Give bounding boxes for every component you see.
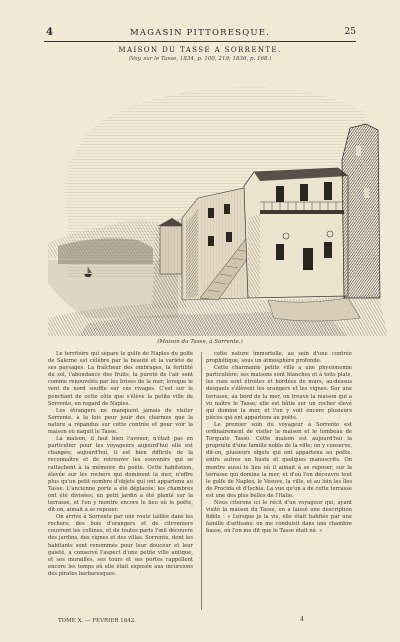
article-title: MAISON DU TASSE A SORRENTE. bbox=[118, 46, 282, 54]
paragraph: Le territoire qui sépare le golfe de Naples du golfe de Salerne est célèbre par la beauté et la variété de ses paysages. La fraîcheur des ombrages, la fertilité du sol, l'abondance des fruits, la pureté de l'air sont comme renouvelés par les brises de la mer, lorsque le vent du nord souffle sur ces rivages. C'est sur le penchant de cette côte que s'élève la petite ville de Sorrente, en regard de Naples. bbox=[48, 351, 193, 407]
paragraph: La maison, il faut bien l'avouer, n'était pas en particulier pour les voyageurs aujourd'hui elle est changée; aujourd'hui, il est bien difficile de la reconnaître et de retrouver les souvenirs qui se rattachent à la mémoire du poëte. Cette habitation, élevée sur les rochers qui dominent la mer, n'offre plus qu'un petit nombre d'objets qui ont appartenu au Tasse. L'ancienne porte a été déplacée; les chambres ont été divisées; un petit jardin a été planté sur la terrasse, et l'on y montre encore le lieu où le poëte, dit-on, aimait à se reposer. bbox=[48, 436, 193, 514]
paragraph: Nous citerons ici le récit d'un voyageur qui, ayant visité la maison du Tasse, en a laissé une description fidèle : « Lorsque je la vis, elle était habitée par une famille d'artisans; on me conduisit dans une chambre basse, où l'on me dit que le Tasse était né. » bbox=[206, 499, 352, 535]
running-title: MAGASIN PITTORESQUE. bbox=[129, 28, 271, 38]
text-column-right bbox=[206, 351, 352, 613]
window bbox=[300, 184, 308, 201]
page-header bbox=[44, 27, 356, 42]
window bbox=[276, 244, 284, 260]
column-divider bbox=[201, 352, 202, 610]
text-column-left bbox=[48, 351, 193, 613]
window bbox=[324, 182, 332, 200]
door bbox=[303, 248, 313, 270]
paragraph: Les étrangers ne manquent jamais de visiter Sorrente, à la fois pour jouir des charmes que la nature a répandus sur cette contrée et pour voir la maison où naquit le Tasse. bbox=[48, 407, 193, 436]
window bbox=[324, 242, 332, 258]
window bbox=[276, 186, 284, 202]
article-reference: (Voy. sur le Tasse, 1834, p. 100, 219; 1836, p. 168.) bbox=[128, 56, 272, 62]
paragraph: cette nature immortelle, au sein d'une contrée prophétique, sous un atmosphère profonde. bbox=[206, 351, 352, 365]
paragraph: Cette charmante petite ville a une physionomie particulière; ses maisons sont blanches et à toits plats, les rues sont étroites et bordées de murs, au-dessus desquels s'élèvent les orangers et les vignes. Sur une terrasse, au bord de la mer, on trouve la maison qui a vu naître le Tasse; elle est bâtie sur un rocher élevé qui domine la mer, et l'on y voit encore plusieurs pièces qui ont appartenu au poëte. bbox=[206, 365, 352, 421]
printer-signature-mark: 4 bbox=[300, 616, 304, 623]
paragraph: On arrive à Sorrente par une route taillée dans les rochers; des bois d'orangers et de citronniers couvrent les collines, et de toutes parts l'œil découvre des jardins, des vignes et des villas. Sorrente, dont les habitants sont renommés pour leur douceur et leur gaieté, a conservé l'aspect d'une petite ville antique, et ses murailles, ses tours et ses portes rappellent encore les temps où elle était exposée aux incursions des pirates barbaresques. bbox=[48, 514, 193, 577]
page-number-right: 25 bbox=[344, 27, 356, 37]
engraving-illustration bbox=[48, 68, 388, 336]
paragraph: Le premier soin du voyageur à Sorrente est ordinairement de visiter la maison et le tombeau de Torquato Tasso. Cette maison est aujourd'hui la propriété d'une famille noble de la ville; on y conserve, dit-on, plusieurs objets qui ont appartenu au poëte, entre autres un buste et quelques manuscrits. On montre aussi le lieu où il aimait à se reposer, sur la terrasse qui domine la mer, et d'où l'on découvre tout le golfe de Naples, le Vésuve, la ville, et au loin les îles de Procida et d'Ischia. La vue qu'on a de cette terrasse est une des plus belles de l'Italie. bbox=[206, 421, 352, 499]
page-number-left: 4 bbox=[46, 27, 53, 38]
balcony bbox=[260, 210, 344, 214]
volume-footer: TOME X. — FÉVRIER 1842. bbox=[58, 618, 136, 624]
illustration-caption: (Maison du Tasse, à Sorrente.) bbox=[157, 339, 243, 345]
